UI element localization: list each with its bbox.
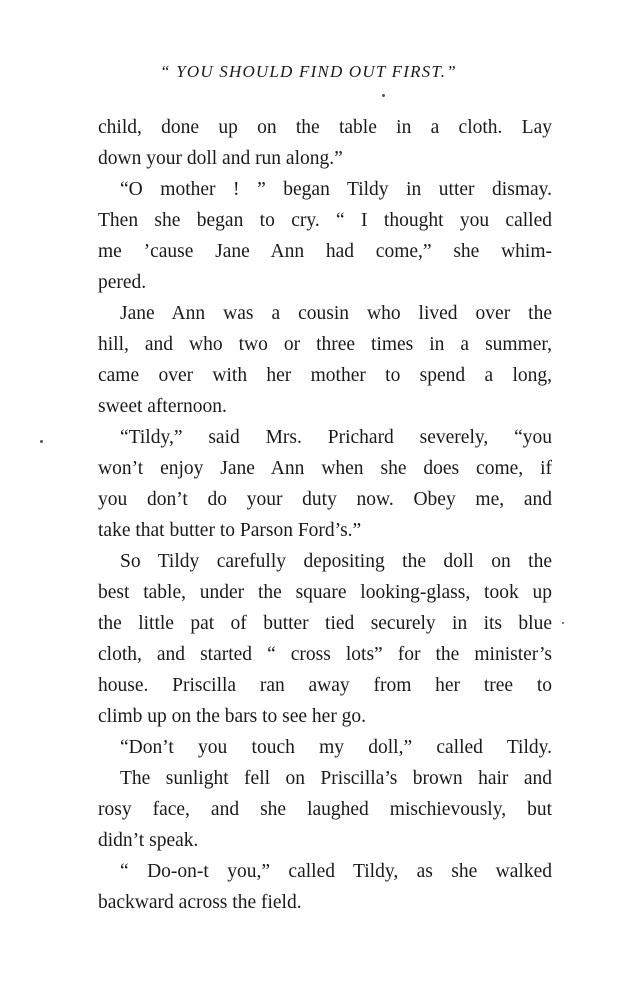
- text-line: best table, under the square looking-glass, took up: [98, 582, 552, 603]
- text-line: hill, and who two or three times in a summer,: [98, 334, 552, 355]
- text-line: me ’cause Jane Ann had come,” she whim-: [98, 241, 552, 262]
- text-line: Then she began to cry. “ I thought you called: [98, 210, 552, 231]
- text-line: sweet afternoon.: [98, 396, 227, 417]
- text-line: So Tildy carefully depositing the doll on the: [120, 551, 552, 572]
- text-line: pered.: [98, 272, 147, 293]
- text-line: came over with her mother to spend a long,: [98, 365, 552, 386]
- ink-speck: [382, 94, 385, 97]
- text-line: the little pat of butter tied securely in its blue: [98, 613, 552, 634]
- text-line: child, done up on the table in a cloth. Lay: [98, 117, 552, 138]
- text-line: won’t enjoy Jane Ann when she does come, if: [98, 458, 552, 479]
- running-head: “ YOU SHOULD FIND OUT FIRST.”: [160, 62, 457, 81]
- text-line: you don’t do your duty now. Obey me, and: [98, 489, 552, 510]
- text-line: down your doll and run along.”: [98, 148, 343, 169]
- text-line: “ Do-on-t you,” called Tildy, as she walked: [120, 861, 552, 882]
- body-text: [98, 112, 552, 918]
- text-line: rosy face, and she laughed mischievously, but: [98, 799, 552, 820]
- text-line: cloth, and started “ cross lots” for the minister’s: [98, 644, 552, 665]
- text-line: climb up on the bars to see her go.: [98, 706, 367, 727]
- text-line: backward across the field.: [98, 892, 302, 913]
- text-line: “O mother ! ” began Tildy in utter dismay.: [120, 179, 552, 200]
- text-line: house. Priscilla ran away from her tree to: [98, 675, 552, 696]
- text-line: take that butter to Parson Ford’s.”: [98, 520, 362, 541]
- text-line: The sunlight fell on Priscilla’s brown hair and: [120, 768, 552, 789]
- text-line: “Tildy,” said Mrs. Prichard severely, “you: [120, 427, 552, 448]
- text-line: Jane Ann was a cousin who lived over the: [120, 303, 552, 324]
- text-line: “Don’t you touch my doll,” called Tildy.: [120, 737, 552, 758]
- ink-speck: [40, 440, 43, 443]
- ink-speck: [562, 622, 564, 624]
- text-line: didn’t speak.: [98, 830, 199, 851]
